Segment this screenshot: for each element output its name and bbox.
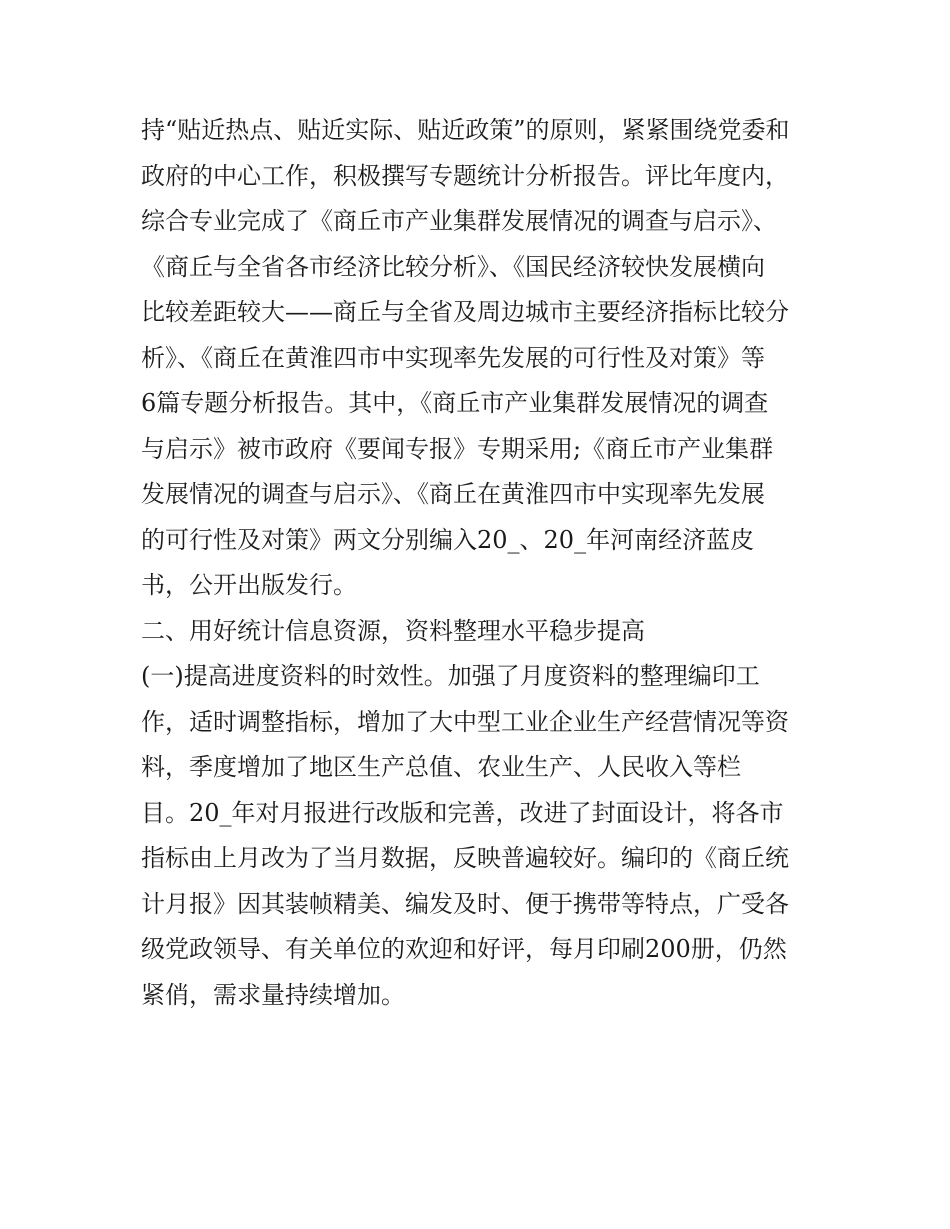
text-line: 持“贴近热点、贴近实际、贴近政策”的原则，紧紧围绕党委和	[141, 116, 790, 144]
text-line: 目。20_年对月报进行改版和完善，改进了封面设计，将各市	[141, 798, 784, 827]
text-line: 6篇专题分析报告。其中，《商丘市产业集群发展情况的调查	[141, 389, 769, 417]
text-line: 作，适时调整指标，增加了大中型工业企业生产经营情况等资	[141, 707, 789, 736]
text-line: 指标由上月改为了当月数据，反映普遍较好。编印的《商丘统	[141, 844, 789, 872]
text-line: 发展情况的调查与启示》、《商丘在黄淮四市中实现率先发展	[141, 480, 765, 508]
text-line: 《商丘与全省各市经济比较分析》、《国民经济较快发展横向	[141, 252, 765, 281]
text-line: 综合专业完成了《商丘市产业集群发展情况的调查与启示》、	[141, 207, 777, 235]
text-line: 与启示》被市政府《要闻专报》专期采用;《商丘市产业集群	[141, 434, 774, 463]
text-line: 的可行性及对策》两文分别编入20_、20_年河南经济蓝皮	[141, 525, 755, 554]
section-heading: 二、用好统计信息资源，资料整理水平稳步提高	[141, 616, 645, 645]
text-line: 级党政领导、有关单位的欢迎和好评，每月印刷200册，仍然	[141, 935, 787, 963]
text-line: 书，公开出版发行。	[141, 571, 357, 599]
text-line: 析》、《商丘在黄淮四市中实现率先发展的可行性及对策》等	[141, 343, 765, 372]
body-text	[141, 108, 821, 1018]
text-line: (一)提高进度资料的时效性。加强了月度资料的整理编印工	[141, 662, 760, 690]
text-line: 紧俏，需求量持续增加。	[141, 980, 405, 1009]
text-line: 比较差距较大——商丘与全省及周边城市主要经济指标比较分	[141, 298, 789, 326]
text-line: 政府的中心工作，积极撰写专题统计分析报告。评比年度内，	[141, 161, 789, 190]
text-line: 料，季度增加了地区生产总值、农业生产、人民收入等栏	[141, 753, 741, 781]
text-line: 计月报》因其装帧精美、编发及时、便于携带等特点，广受各	[141, 889, 789, 918]
